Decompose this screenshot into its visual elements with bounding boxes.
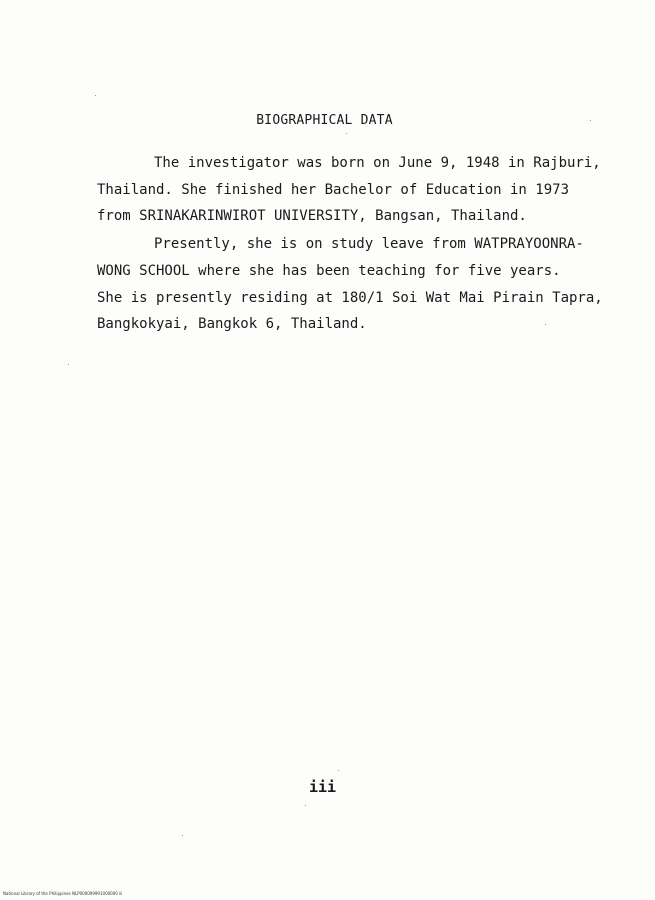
- scan-speck: [338, 770, 339, 771]
- paragraph-line-5: WONG SCHOOL where she has been teaching for five years.: [97, 263, 561, 279]
- paragraph-line-1: The investigator was born on June 9, 1948 in Rajburi,: [154, 155, 601, 171]
- scan-speck: [95, 95, 96, 96]
- scan-speck: [68, 364, 69, 365]
- scan-speck: [590, 120, 591, 121]
- document-title: [0, 113, 655, 128]
- paragraph-line-2: Thailand. She finished her Bachelor of Education in 1973: [97, 182, 570, 198]
- scan-speck: [305, 805, 306, 806]
- document-title-text: BIOGRAPHICAL DATA: [256, 113, 393, 128]
- paragraph-line-3: from SRINAKARINWIROT UNIVERSITY, Bangsan, Thailand.: [97, 208, 527, 224]
- page-number: [0, 778, 655, 796]
- scan-speck: [346, 133, 347, 134]
- scan-footer-note: National Library of the Philippines NLP000099991000000 iii: [3, 891, 123, 896]
- paragraph-line-6: She is presently residing at 180/1 Soi Wat Mai Pirain Tapra,: [97, 290, 603, 306]
- page-number-text: iii: [308, 778, 337, 796]
- paragraph-line-4: Presently, she is on study leave from WATPRAYOONRA-: [154, 236, 584, 252]
- paragraph-line-7: Bangkokyai, Bangkok 6, Thailand.: [97, 316, 367, 332]
- scan-speck: [182, 835, 183, 836]
- scan-speck: [545, 324, 546, 325]
